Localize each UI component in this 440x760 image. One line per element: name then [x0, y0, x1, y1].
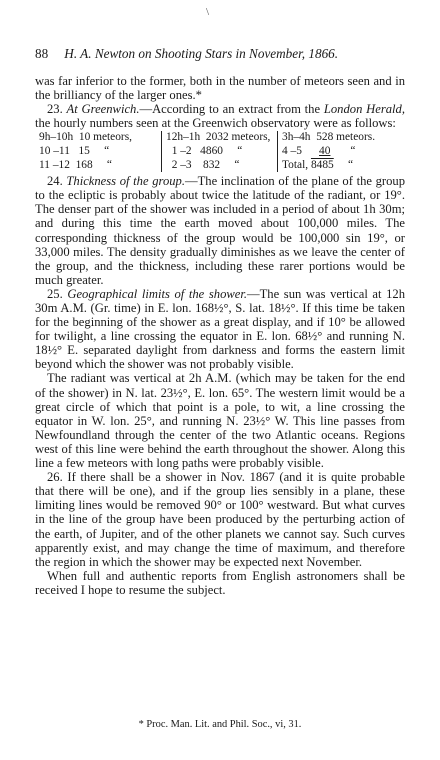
table-row: 1 –2 4860 “ — [166, 144, 243, 157]
page-number: 88 — [35, 46, 49, 61]
section-23-number: 23. — [47, 102, 67, 117]
section-24-number: 24. — [47, 174, 67, 189]
section-23-heading: At Greenwich. — [66, 102, 140, 117]
table-column-2 — [161, 131, 277, 172]
table-row: 9h–10h 10 meteors, — [39, 131, 133, 144]
table-column-1 — [35, 131, 161, 172]
intro-paragraph: was far inferior to the former, both in the number of meteors seen and in the brilliancy of the larger ones.* — [35, 74, 405, 103]
table-total-row — [282, 159, 391, 173]
table-row — [282, 131, 391, 145]
section-23-text-a: —According to an extract from the — [139, 102, 324, 117]
running-title: H. A. Newton on Shooting Stars in November, 1866. — [64, 46, 339, 61]
closing-paragraph: When full and authentic reports from English astronomers shall be received I hope to resume the subject. — [35, 568, 405, 597]
hourly-meteor-table — [35, 131, 405, 172]
footnote: * Proc. Man. Lit. and Phil. Soc., vi, 31. — [138, 719, 302, 730]
table-hour: 4 –5 — [282, 144, 302, 157]
section-23-text-b: the hourly numbers seen at the Greenwich observatory were as follows: — [35, 116, 396, 131]
article-body — [35, 74, 405, 597]
table-total-value: 8485 — [310, 158, 334, 171]
section-25-paragraph — [35, 287, 405, 372]
table-unit: meteors. — [336, 131, 376, 144]
table-column-3 — [277, 131, 395, 172]
table-row: 2 –3 832 “ — [166, 158, 240, 171]
section-23-paragraph — [35, 102, 405, 130]
section-25-text: —The sun was vertical at 12h 30m A.M. (Gr. time) in E. lon. 168½°, S. lat. 18½°. If this time be taken for the beginning of the shower as a great display, and if 10° be allowed for twilight, a line crossing the equator in E. lon. 68½° and running N. 18½° E. separated daylight from darkness and forms the eastern limit beyond which the shower was not probably visible. — [35, 286, 406, 372]
running-header — [35, 46, 405, 62]
table-row — [282, 145, 391, 159]
table-value: 528 — [316, 131, 334, 144]
section-25-continuation: The radiant was vertical at 2h A.M. (which may be taken for the end of the shower) in N. lat. 23½°, E. lon. 65°. The western limit would be a great circle of which that point is a pole, to wit, a line crossing the equator in W. lon. 25°, and running N. 23½° W. This line passes from Newfoundland through the center of the two Atlantic oceans. Regions west of this line were behind the earth throughout the shower. Along this line a few meteors with long paths were probably visible. — [35, 371, 405, 471]
table-row: 11 –12 168 “ — [39, 158, 112, 171]
table-total-label: Total, — [282, 158, 309, 171]
section-26-paragraph: 26. If there shall be a shower in Nov. 1867 (and it is quite probable that there will be one), and if the group lies sensibly in a plane, these limiting lines would be removed 90° or 100° westward. But what curves in the line of the group have been produced by the perturbing action of the earth, of Jupiter, and of the other planets we cannot say. Such curves apparently exist, and may change the time of maximum, and therefore the region in which the shower may be expected next November. — [35, 470, 405, 569]
table-value: 40 — [319, 144, 331, 157]
section-24-paragraph — [35, 174, 405, 287]
table-row: 10 –11 15 “ — [39, 144, 110, 157]
table-unit: “ — [347, 158, 354, 171]
section-24-heading: Thickness of the group. — [66, 174, 185, 189]
table-row: 12h–1h 2032 meteors, — [166, 131, 271, 144]
section-24-text: —The inclination of the plane of the group to the ecliptic is probably about twice the latitude of the radiant, or 19°. The denser part of the shower was included in a period of about 1h 30m; and during this time the earth moved about 100,000 miles. The corresponding thickness of the group would be 100,000 sin 19°, or 33,000 miles. The density gradually diminishes as we leave the center of the group, and the thickness, including these rarer portions would be much greater. — [35, 174, 405, 287]
corner-mark: \ — [206, 6, 210, 18]
table-hour: 3h–4h — [282, 131, 311, 144]
section-23-source: London Herald, — [323, 102, 405, 117]
section-25-number: 25. — [47, 286, 68, 301]
table-unit: “ — [350, 144, 356, 157]
section-25-heading: Geographical limits of the shower. — [67, 286, 248, 301]
